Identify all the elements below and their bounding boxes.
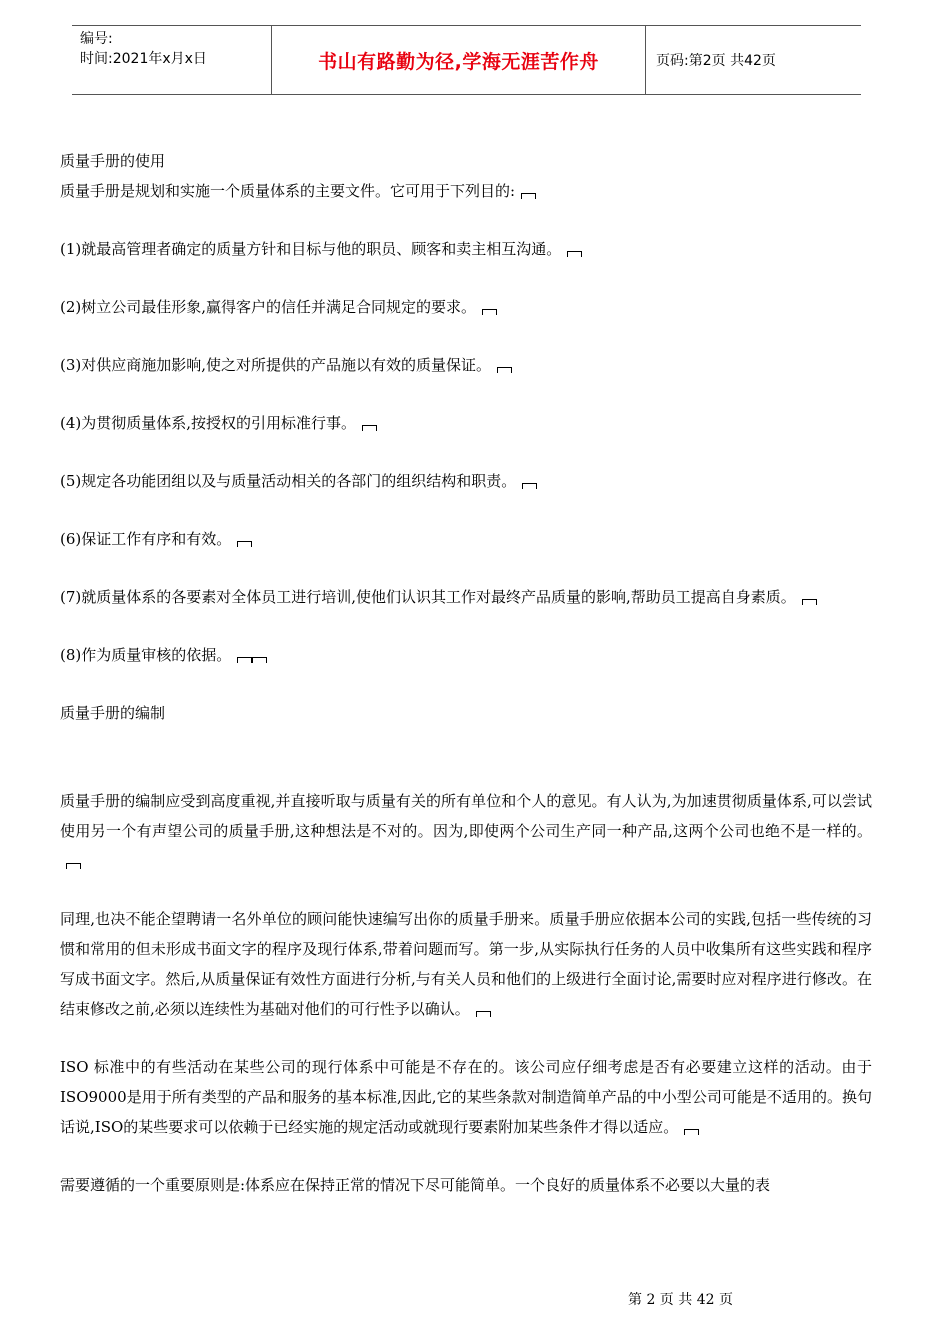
paragraph-text: 需要遵循的一个重要原则是:体系应在保持正常的情况下尽可能简单。一个良好的质量体系不必要以大量的表 [60,1176,771,1194]
return-mark-icon [482,309,497,315]
intro-paragraph [60,176,872,206]
return-mark-icon [237,657,252,663]
list-item-text: (8)作为质量审核的依据。 [60,646,232,664]
list-item [60,524,872,554]
header-page-cell [646,26,861,94]
list-item [60,408,872,438]
list-item-text: (7)就质量体系的各要素对全体员工进行培训,使他们认识其工作对最终产品质量的影响,帮助员工提高自身素质。 [60,588,796,606]
list-item-text: (4)为贯彻质量体系,按授权的引用标准行事。 [60,414,357,432]
list-item-text: (2)树立公司最佳形象,赢得客户的信任并满足合同规定的要求。 [60,298,477,316]
return-mark-icon [802,599,817,605]
body-paragraph [60,1052,872,1142]
return-mark-icon [237,541,252,547]
list-item [60,234,872,264]
return-mark-icon [476,1011,491,1017]
header-page-label: 页码:第2页 共42页 [656,53,776,69]
section-title-usage: 质量手册的使用 [60,152,166,170]
return-mark-icon [684,1129,699,1135]
header-table [72,25,861,95]
list-item [60,640,872,670]
list-item [60,466,872,496]
list-item [60,582,872,612]
return-mark-icon [567,251,582,257]
return-mark-icon [66,863,81,869]
paragraph-text: ISO 标准中的有些活动在某些公司的现行体系中可能是不存在的。该公司应仔细考虑是否有必要建立这样的活动。由于ISO9000是用于所有类型的产品和服务的基本标准,因此,它的某些条款对制造简单产品的中小型公司可能是不适用的。换句话说,ISO的某些要求可以依赖于已经实施的规定活动或就现行要素附加某些条件才得以适应。 [60,1058,872,1136]
list-item [60,292,872,322]
doc-time-label: 时间:2021年x月x日 [80,51,207,67]
document-body [60,146,872,1200]
paragraph-text: 质量手册的编制应受到高度重视,并直接听取与质量有关的所有单位和个人的意见。有人认为,为加速贯彻质量体系,可以尝试使用另一个有声望公司的质量手册,这种想法是不对的。因为,即使两个公司生产同一种产品,这两个公司也绝不是一样的。 [60,792,872,840]
section-title-compilation: 质量手册的编制 [60,704,166,722]
list-item-text: (1)就最高管理者确定的质量方针和目标与他的职员、顾客和卖主相互沟通。 [60,240,562,258]
list-item-text: (3)对供应商施加影响,使之对所提供的产品施以有效的质量保证。 [60,356,492,374]
body-paragraph [60,1170,872,1200]
return-mark-icon [521,193,536,199]
list-item [60,350,872,380]
doc-number-label: 编号: [80,31,113,47]
intro-text: 质量手册是规划和实施一个质量体系的主要文件。它可用于下列目的: [60,182,516,200]
return-mark-icon [362,425,377,431]
list-item-text: (6)保证工作有序和有效。 [60,530,232,548]
return-mark-icon [497,367,512,373]
page-footer: 第 2 页 共 42 页 [628,1292,733,1308]
paragraph-text: 同理,也决不能企望聘请一名外单位的顾问能快速编写出你的质量手册来。质量手册应依据本公司的实践,包括一些传统的习惯和常用的但未形成书面文字的程序及现行体系,带着问题而写。第一步,从实际执行任务的人员中收集所有这些实践和程序写成书面文字。然后,从质量保证有效性方面进行分析,与有关人员和他们的上级进行全面讨论,需要时应对程序进行修改。在结束修改之前,必须以连续性为基础对他们的可行性予以确认。 [60,910,872,1018]
list-item-text: (5)规定各功能团组以及与质量活动相关的各部门的组织结构和职责。 [60,472,517,490]
header-left-cell [72,26,272,94]
return-mark-icon [252,657,267,663]
body-paragraph [60,904,872,1024]
return-mark-icon [522,483,537,489]
body-paragraph [60,786,872,876]
header-motto: 书山有路勤为径,学海无涯苦作舟 [318,50,599,73]
header-motto-cell [272,26,646,94]
